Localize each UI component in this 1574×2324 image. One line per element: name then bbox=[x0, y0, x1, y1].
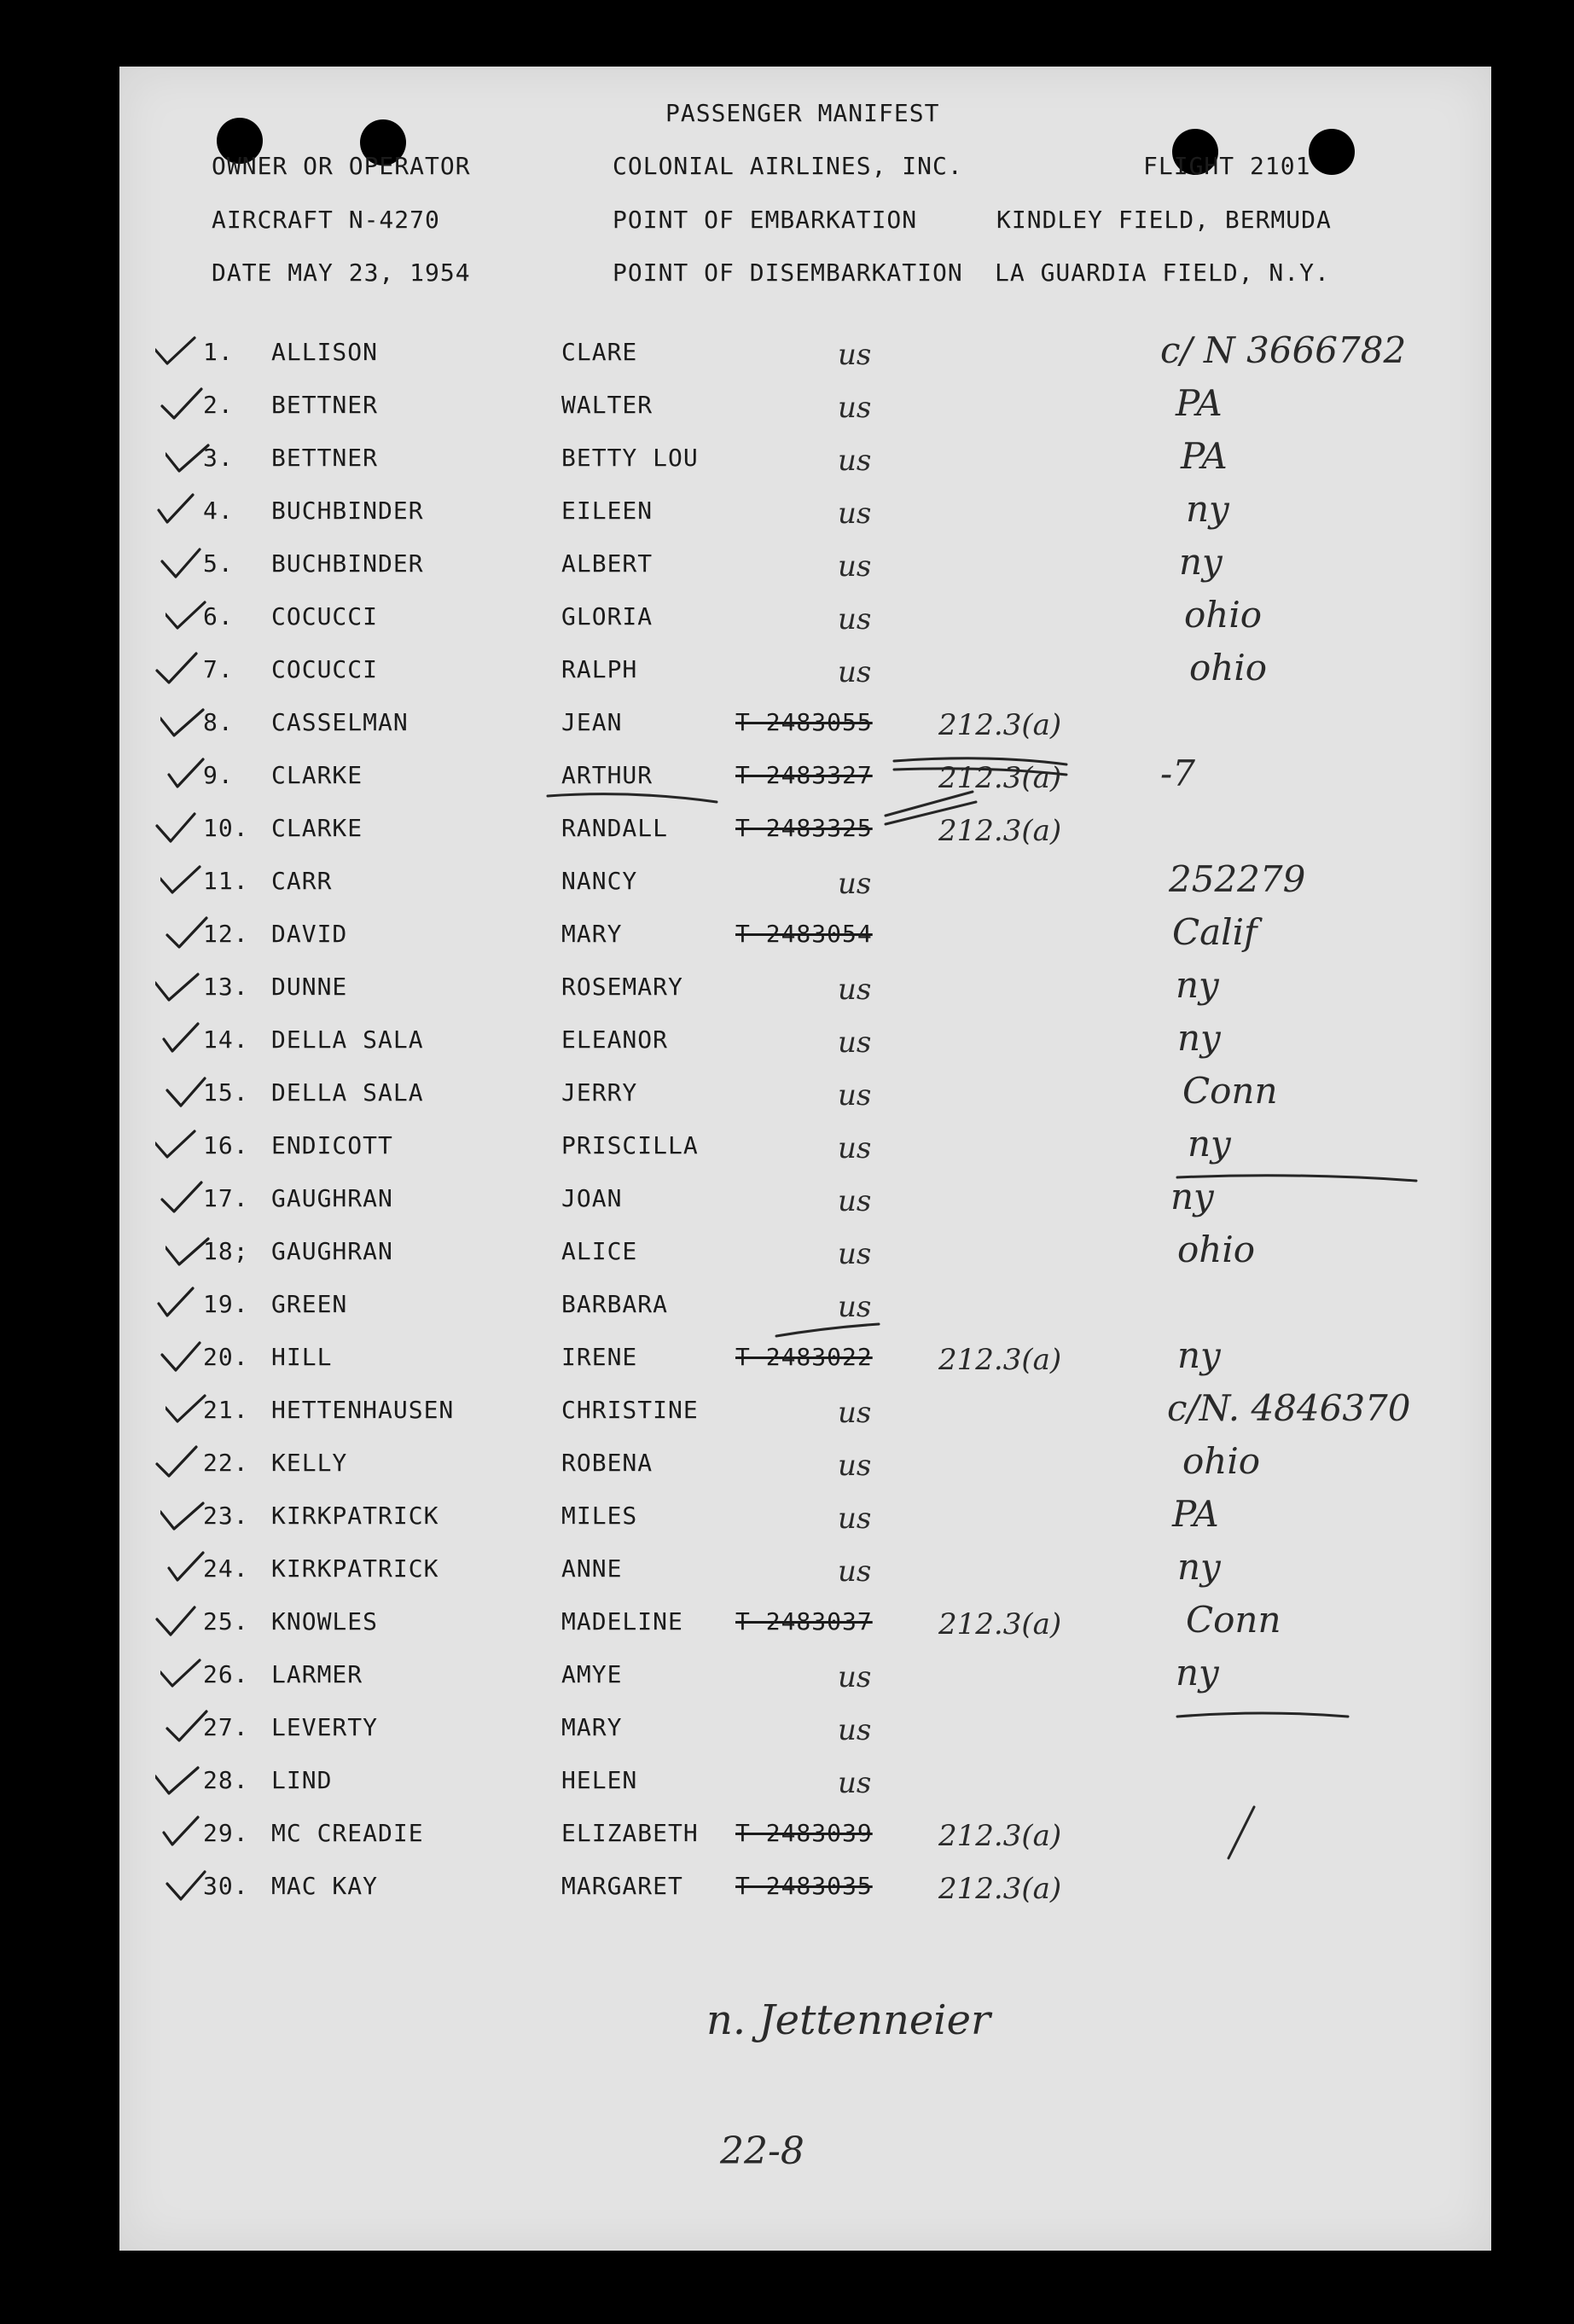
residence-note: PA bbox=[1181, 435, 1228, 477]
passenger-surname: DUNNE bbox=[271, 973, 348, 1001]
passenger-given-name: BETTY LOU bbox=[561, 444, 699, 472]
scribble-strike bbox=[1177, 1176, 1416, 1181]
passenger-given-name: EILEEN bbox=[561, 497, 653, 525]
passenger-number: 26. bbox=[203, 1660, 249, 1688]
residence-note: ny bbox=[1188, 1123, 1231, 1165]
passenger-number: 30. bbox=[203, 1872, 249, 1900]
passenger-number: 27. bbox=[203, 1713, 249, 1741]
passenger-number: 25. bbox=[203, 1607, 249, 1636]
residence-note: Calif bbox=[1172, 911, 1257, 953]
citizenship-note: us bbox=[838, 1078, 872, 1113]
passenger-number: 8. bbox=[203, 708, 234, 736]
passenger-surname: DELLA SALA bbox=[271, 1078, 424, 1107]
embarkation-label: POINT OF EMBARKATION bbox=[613, 206, 918, 234]
passenger-surname: GAUGHRAN bbox=[271, 1184, 393, 1212]
passenger-given-name: NANCY bbox=[561, 867, 638, 895]
residence-note: 252279 bbox=[1169, 858, 1306, 900]
passenger-given-name: MADELINE bbox=[561, 1607, 683, 1636]
citizenship-note: us bbox=[838, 1290, 872, 1324]
passenger-number: 23. bbox=[203, 1502, 249, 1530]
scribble-strike bbox=[1228, 1807, 1254, 1858]
aircraft-number: AIRCRAFT N-4270 bbox=[212, 206, 440, 234]
residence-note: ny bbox=[1177, 1334, 1221, 1376]
passenger-surname: BUCHBINDER bbox=[271, 549, 424, 578]
citizenship-note: us bbox=[838, 867, 872, 901]
passenger-surname: HILL bbox=[271, 1343, 333, 1371]
citizenship-note: us bbox=[838, 1449, 872, 1483]
inspection-note: 212.3(a) bbox=[938, 708, 1062, 742]
scribble-strike bbox=[894, 758, 1066, 764]
passenger-given-name: MILES bbox=[561, 1502, 638, 1530]
passenger-surname: ENDICOTT bbox=[271, 1131, 393, 1159]
manifest-date: DATE MAY 23, 1954 bbox=[212, 259, 471, 287]
passenger-number: 3. bbox=[203, 444, 234, 472]
passenger-number: 7. bbox=[203, 655, 234, 683]
citizenship-note: us bbox=[838, 602, 872, 636]
passenger-given-name: MARGARET bbox=[561, 1872, 683, 1900]
passenger-surname: DELLA SALA bbox=[271, 1025, 424, 1054]
residence-note: Conn bbox=[1186, 1599, 1281, 1641]
residence-note: ny bbox=[1179, 541, 1223, 583]
passenger-surname: LARMER bbox=[271, 1660, 363, 1688]
ticket-number: T 2483055 bbox=[735, 708, 873, 736]
scribble-strike bbox=[1177, 1713, 1348, 1717]
passenger-number: 15. bbox=[203, 1078, 249, 1107]
passenger-number: 14. bbox=[203, 1025, 249, 1054]
citizenship-note: us bbox=[838, 1025, 872, 1060]
citizenship-note: us bbox=[838, 973, 872, 1007]
citizenship-note: us bbox=[838, 338, 872, 372]
scribble-strike bbox=[894, 769, 1066, 775]
citizenship-note: us bbox=[838, 391, 872, 425]
operator-name: COLONIAL AIRLINES, INC. bbox=[613, 152, 963, 180]
scribble-strike bbox=[886, 792, 973, 816]
citizenship-note: us bbox=[838, 1554, 872, 1589]
passenger-given-name: ANNE bbox=[561, 1554, 623, 1583]
passenger-given-name: JOAN bbox=[561, 1184, 623, 1212]
passenger-given-name: HELEN bbox=[561, 1766, 638, 1794]
passenger-number: 12. bbox=[203, 920, 249, 948]
citizenship-note: us bbox=[838, 497, 872, 531]
passenger-surname: LIND bbox=[271, 1766, 333, 1794]
residence-note: ny bbox=[1176, 1652, 1219, 1694]
inspection-note: 212.3(a) bbox=[938, 1819, 1062, 1853]
passenger-given-name: BARBARA bbox=[561, 1290, 669, 1318]
residence-note: c/N. 4846370 bbox=[1167, 1387, 1411, 1429]
pen-strokes bbox=[119, 67, 1491, 2251]
citizenship-note: us bbox=[838, 655, 872, 689]
ticket-number: T 2483022 bbox=[735, 1343, 873, 1371]
passenger-surname: CLARKE bbox=[271, 814, 363, 842]
passenger-surname: KELLY bbox=[271, 1449, 348, 1477]
passenger-number: 21. bbox=[203, 1396, 249, 1424]
passenger-surname: CASSELMAN bbox=[271, 708, 409, 736]
passenger-given-name: IRENE bbox=[561, 1343, 638, 1371]
inspection-note: 212.3(a) bbox=[938, 1872, 1062, 1906]
passenger-number: 1. bbox=[203, 338, 234, 366]
passenger-surname: COCUCCI bbox=[271, 655, 379, 683]
passenger-number: 13. bbox=[203, 973, 249, 1001]
citizenship-note: us bbox=[838, 1713, 872, 1747]
passenger-given-name: RANDALL bbox=[561, 814, 669, 842]
passenger-given-name: JEAN bbox=[561, 708, 623, 736]
passenger-given-name: GLORIA bbox=[561, 602, 653, 630]
residence-note: ohio bbox=[1177, 1229, 1256, 1270]
citizenship-note: us bbox=[838, 1766, 872, 1800]
inspection-note: 212.3(a) bbox=[938, 1343, 1062, 1377]
citizenship-note: us bbox=[838, 1396, 872, 1430]
passenger-number: 24. bbox=[203, 1554, 249, 1583]
passenger-number: 10. bbox=[203, 814, 249, 842]
citizenship-note: us bbox=[838, 1184, 872, 1218]
passenger-number: 6. bbox=[203, 602, 234, 630]
passenger-given-name: ELEANOR bbox=[561, 1025, 669, 1054]
passenger-given-name: ROBENA bbox=[561, 1449, 653, 1477]
residence-note: PA bbox=[1172, 1493, 1219, 1535]
owner-label: OWNER OR OPERATOR bbox=[212, 152, 471, 180]
residence-note: ohio bbox=[1189, 647, 1268, 688]
passenger-surname: KIRKPATRICK bbox=[271, 1554, 439, 1583]
passenger-surname: CLARKE bbox=[271, 761, 363, 789]
passenger-given-name: ROSEMARY bbox=[561, 973, 683, 1001]
passenger-surname: GAUGHRAN bbox=[271, 1237, 393, 1265]
passenger-number: 18; bbox=[203, 1237, 249, 1265]
passenger-surname: HETTENHAUSEN bbox=[271, 1396, 455, 1424]
disembarkation-label: POINT OF DISEMBARKATION bbox=[613, 259, 963, 287]
residence-note: ny bbox=[1177, 1546, 1221, 1588]
residence-note: c/ N 3666782 bbox=[1160, 329, 1407, 371]
residence-note: -7 bbox=[1160, 752, 1195, 794]
passenger-number: 17. bbox=[203, 1184, 249, 1212]
citizenship-note: us bbox=[838, 549, 872, 584]
passenger-surname: DAVID bbox=[271, 920, 348, 948]
passenger-given-name: AMYE bbox=[561, 1660, 623, 1688]
passenger-given-name: RALPH bbox=[561, 655, 638, 683]
ticket-number: T 2483037 bbox=[735, 1607, 873, 1636]
residence-note: Conn bbox=[1182, 1070, 1278, 1112]
residence-note: PA bbox=[1176, 382, 1223, 424]
manifest-title: PASSENGER MANIFEST bbox=[665, 99, 940, 127]
inspection-note: 212.3(a) bbox=[938, 814, 1062, 848]
scribble-strike bbox=[776, 1324, 879, 1336]
passenger-number: 28. bbox=[203, 1766, 249, 1794]
ticket-number: T 2483327 bbox=[735, 761, 873, 789]
passenger-given-name: ALBERT bbox=[561, 549, 653, 578]
residence-note: ny bbox=[1176, 964, 1219, 1006]
passenger-surname: COCUCCI bbox=[271, 602, 379, 630]
page-mark: 22-8 bbox=[720, 2129, 804, 2173]
passenger-number: 11. bbox=[203, 867, 249, 895]
passenger-number: 19. bbox=[203, 1290, 249, 1318]
flight-number: FLIGHT 2101 bbox=[1143, 152, 1311, 180]
passenger-surname: KIRKPATRICK bbox=[271, 1502, 439, 1530]
passenger-given-name: ELIZABETH bbox=[561, 1819, 699, 1847]
passenger-given-name: CHRISTINE bbox=[561, 1396, 699, 1424]
disembarkation-place: LA GUARDIA FIELD, N.Y. bbox=[995, 259, 1330, 287]
citizenship-note: us bbox=[838, 1237, 872, 1271]
manifest-sheet bbox=[119, 67, 1491, 2251]
ticket-number: T 2483039 bbox=[735, 1819, 873, 1847]
passenger-given-name: PRISCILLA bbox=[561, 1131, 699, 1159]
scribble-strike bbox=[548, 794, 717, 802]
ticket-number: T 2483325 bbox=[735, 814, 873, 842]
ticket-number: T 2483035 bbox=[735, 1872, 873, 1900]
residence-note: ny bbox=[1177, 1017, 1221, 1059]
passenger-given-name: MARY bbox=[561, 1713, 623, 1741]
embarkation-place: KINDLEY FIELD, BERMUDA bbox=[996, 206, 1332, 234]
passenger-number: 29. bbox=[203, 1819, 249, 1847]
citizenship-note: us bbox=[838, 1502, 872, 1536]
residence-note: ohio bbox=[1184, 594, 1263, 636]
passenger-number: 5. bbox=[203, 549, 234, 578]
passenger-number: 9. bbox=[203, 761, 234, 789]
passenger-number: 2. bbox=[203, 391, 234, 419]
passenger-given-name: ALICE bbox=[561, 1237, 638, 1265]
official-signature: n. Jettenneier bbox=[706, 1996, 990, 2044]
passenger-given-name: CLARE bbox=[561, 338, 638, 366]
residence-note: ny bbox=[1170, 1176, 1214, 1217]
passenger-surname: ALLISON bbox=[271, 338, 379, 366]
passenger-given-name: JERRY bbox=[561, 1078, 638, 1107]
citizenship-note: us bbox=[838, 1660, 872, 1694]
citizenship-note: us bbox=[838, 1131, 872, 1165]
inspection-note: 212.3(a) bbox=[938, 761, 1062, 795]
ticket-number: T 2483054 bbox=[735, 920, 873, 948]
passenger-surname: LEVERTY bbox=[271, 1713, 379, 1741]
passenger-surname: MAC KAY bbox=[271, 1872, 379, 1900]
passenger-given-name: WALTER bbox=[561, 391, 653, 419]
passenger-surname: BETTNER bbox=[271, 391, 379, 419]
inspection-note: 212.3(a) bbox=[938, 1607, 1062, 1641]
passenger-number: 16. bbox=[203, 1131, 249, 1159]
passenger-surname: BETTNER bbox=[271, 444, 379, 472]
residence-note: ny bbox=[1186, 488, 1229, 530]
passenger-given-name: MARY bbox=[561, 920, 623, 948]
passenger-number: 4. bbox=[203, 497, 234, 525]
passenger-surname: MC CREADIE bbox=[271, 1819, 424, 1847]
passenger-given-name: ARTHUR bbox=[561, 761, 653, 789]
passenger-surname: KNOWLES bbox=[271, 1607, 379, 1636]
passenger-number: 22. bbox=[203, 1449, 249, 1477]
passenger-number: 20. bbox=[203, 1343, 249, 1371]
citizenship-note: us bbox=[838, 444, 872, 478]
passenger-surname: GREEN bbox=[271, 1290, 348, 1318]
passenger-surname: CARR bbox=[271, 867, 333, 895]
passenger-surname: BUCHBINDER bbox=[271, 497, 424, 525]
residence-note: ohio bbox=[1182, 1440, 1261, 1482]
